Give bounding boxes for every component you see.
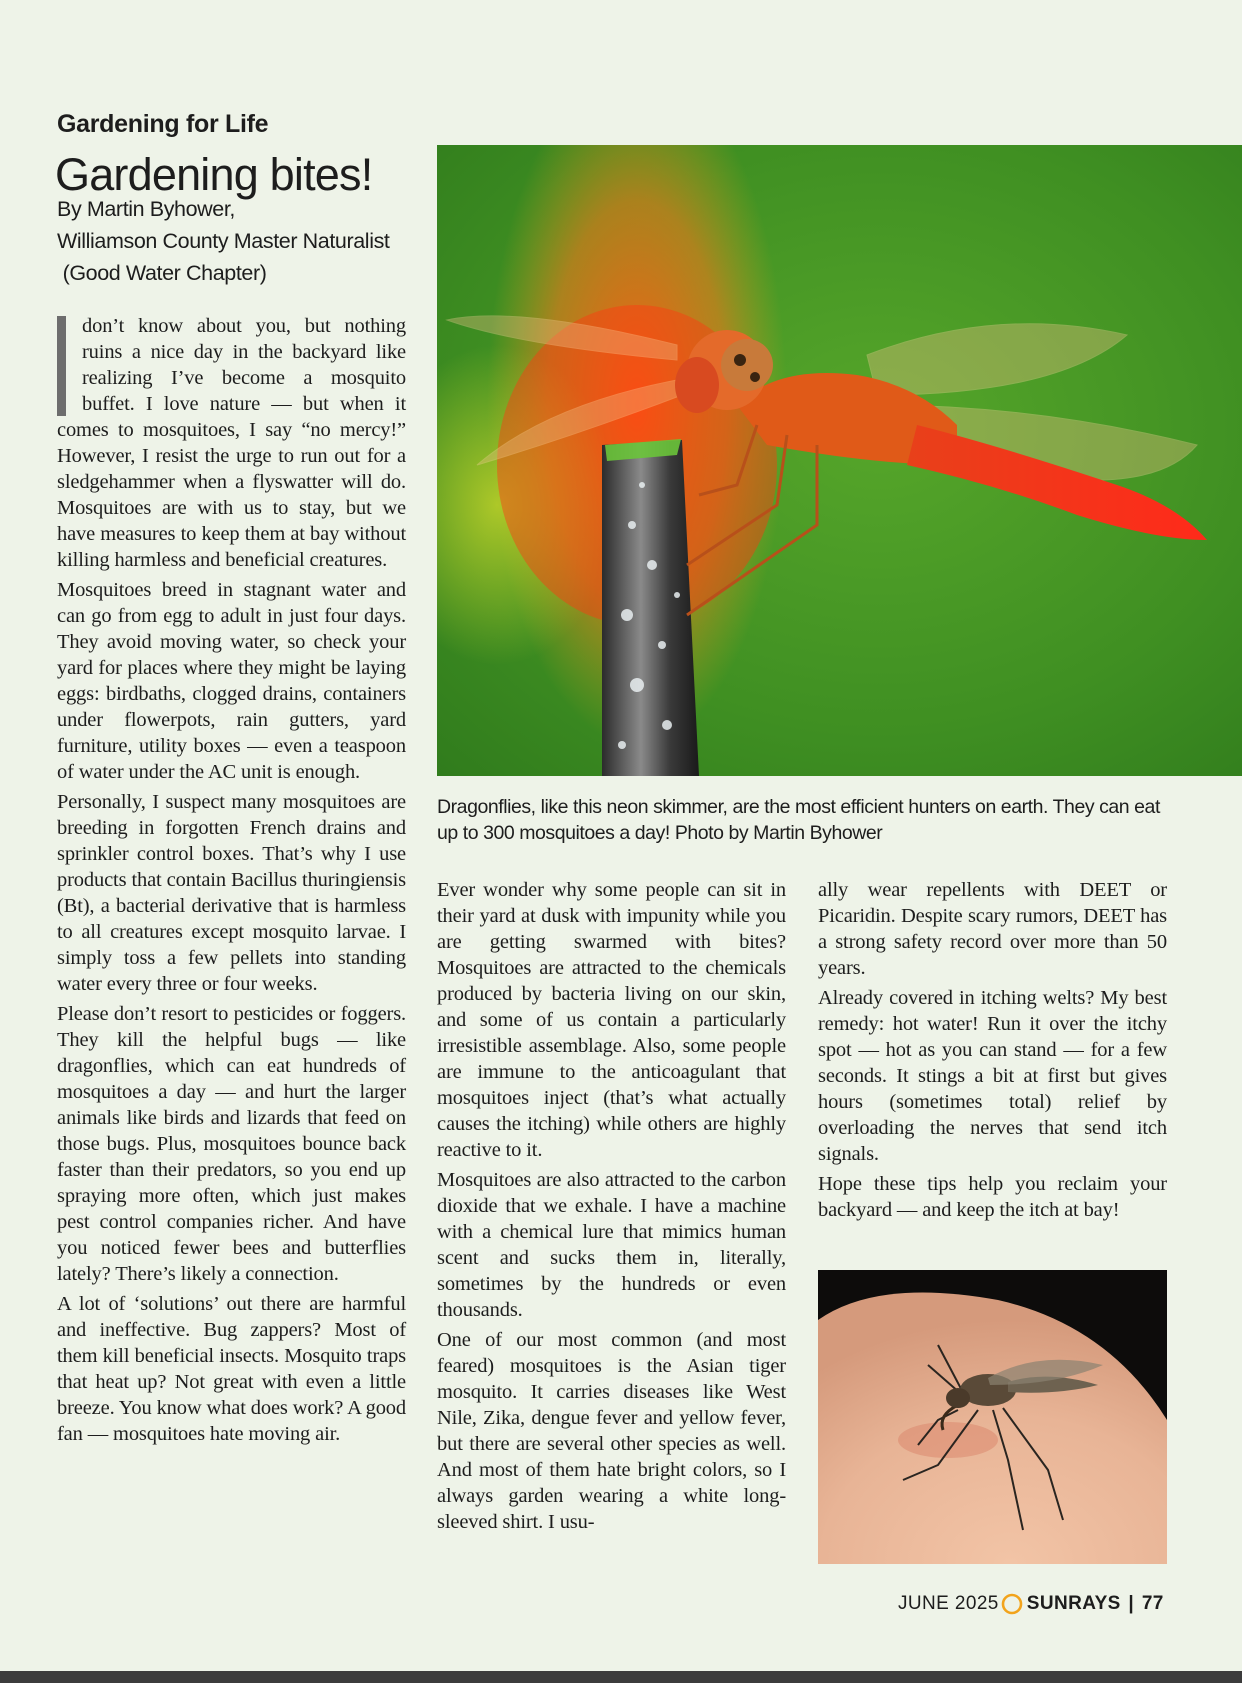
footer-separator: | xyxy=(1122,1593,1140,1614)
issue-date: JUNE 2025 xyxy=(898,1593,999,1614)
drop-cap-i xyxy=(57,316,66,416)
article-column-1 xyxy=(57,313,406,1451)
paragraph-text: don’t know about you, but nothing ruins a nice day in the backyard like realizing I’ve become a mosquito buffet. I love nature — but when it comes to mosquitoes, I say “no mercy!” However, I resist the urge to run out for a sledgehammer when a flyswatter will do. Mosquitoes are with us to stay, but we have measures to keep them at bay without killing harmless and beneficial creatures. xyxy=(57,315,406,571)
bottom-bar xyxy=(0,1671,1242,1683)
sun-logo-icon xyxy=(1001,1593,1023,1615)
section-kicker: Gardening for Life xyxy=(57,110,269,138)
magazine-name: SUNRAYS xyxy=(1026,1593,1121,1614)
byline-affiliation: Williamson County Master Naturalist xyxy=(57,229,390,253)
paragraph: Personally, I suspect many mosquitoes are breeding in forgotten French drains and sprinkler control boxes. That’s why I use products that contain Bacillus thuringiensis (Bt), a bacterial derivative that is harmless to all creatures except mosquito larvae. I simply toss a few pellets into standing water every three or four weeks. xyxy=(57,791,406,995)
photo-caption: Dragonflies, like this neon skimmer, are the most efficient hunters on earth. They can eat up to 300 mosquitoes a day! Photo by Martin Byhower xyxy=(437,796,1160,844)
paragraph: One of our most common (and most feared) mosquitoes is the Asian tiger mosquito. It carries diseases like West Nile, Zika, dengue fever and yellow fever, but there are several other species as well. And most of them hate bright colors, so I always garden wearing a white long-sleeved shirt. I usu- xyxy=(437,1329,786,1533)
page-footer xyxy=(898,1593,1164,1615)
paragraph: ally wear repellents with DEET or Picaridin. Despite scary rumors, DEET has a strong safety record over more than 50 years. xyxy=(818,879,1167,979)
paragraph: Mosquitoes are also attracted to the carbon dioxide that we exhale. I have a machine with a chemical lure that mimics human scent and sucks them in, literally, sometimes by the hundreds or even thousands. xyxy=(437,1169,786,1321)
article-column-3 xyxy=(818,877,1167,1227)
page-number: 77 xyxy=(1141,1593,1164,1614)
byline-author: By Martin Byhower, xyxy=(57,197,236,221)
dragonfly-photo xyxy=(437,145,1242,776)
paragraph: Please don’t resort to pesticides or foggers. They kill the helpful bugs — like dragonflies, which can eat hundreds of mosquitoes a day — and hurt the larger animals like birds and lizards that feed on those bugs. Plus, mosquitoes bounce back faster than their predators, so you end up spraying more often, which just makes pest control companies richer. And have you noticed fewer bees and butterflies lately? There’s likely a connection. xyxy=(57,1003,406,1285)
article-headline: Gardening bites! xyxy=(55,149,373,200)
byline-chapter: (Good Water Chapter) xyxy=(57,261,267,285)
paragraph: Already covered in itching welts? My best remedy: hot water! Run it over the itchy spot — hot as you can stand — for a few seconds. It stings a bit at first but gives hours (sometimes total) relief by overloading the nerves that send itch signals. xyxy=(818,987,1167,1165)
paragraph: A lot of ‘solutions’ out there are harmful and ineffective. Bug zappers? Most of them kill beneficial insects. Mosquito traps that heat up? Not great with even a little breeze. You know what does work? A good fan — mosquitoes hate moving air. xyxy=(57,1293,406,1445)
paragraph xyxy=(57,313,406,573)
article-column-2 xyxy=(437,877,786,1539)
paragraph: Hope these tips help you reclaim your backyard — and keep the itch at bay! xyxy=(818,1173,1167,1221)
mosquito-photo xyxy=(818,1270,1167,1564)
paragraph: Ever wonder why some people can sit in their yard at dusk with impunity while you are getting swarmed with bites? Mosquitoes are attracted to the chemicals produced by bacteria living on our skin, and some of us contain a particularly irresistible assemblage. Also, some people are immune to the anticoagulant that mosquitoes inject (that’s what actually causes the itching) while others are highly reactive to it. xyxy=(437,879,786,1161)
paragraph: Mosquitoes breed in stagnant water and can go from egg to adult in just four days. They avoid moving water, so check your yard for places where they might be laying eggs: birdbaths, clogged drains, containers under flowerpots, rain gutters, yard furniture, utility boxes — even a teaspoon of water under the AC unit is enough. xyxy=(57,579,406,783)
